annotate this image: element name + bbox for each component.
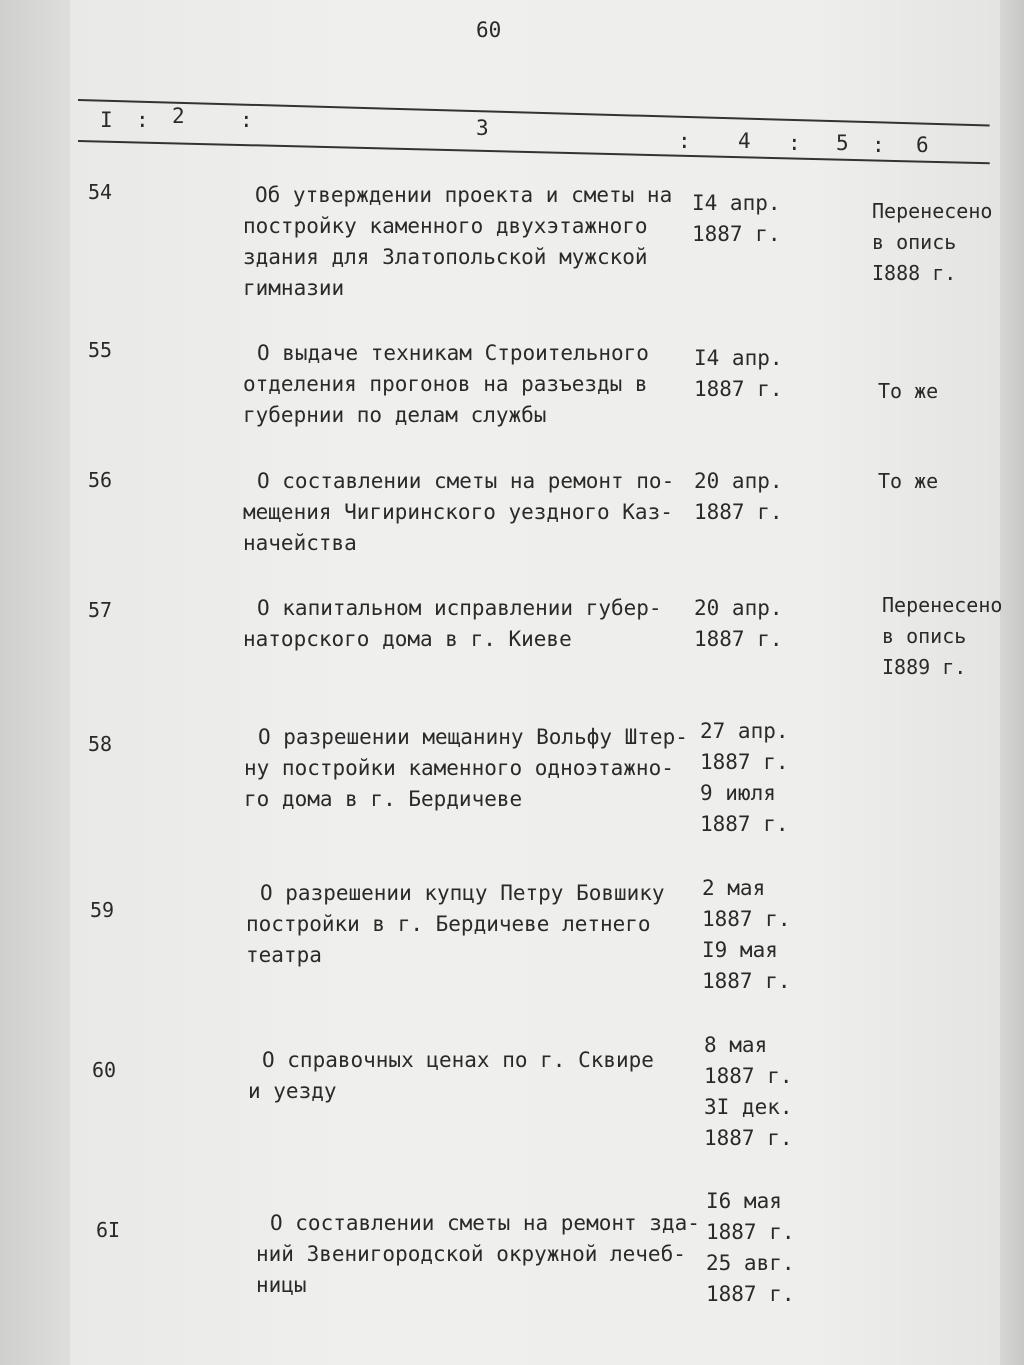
note-line: I889 г. xyxy=(882,655,967,679)
note-line: Перенесено xyxy=(882,593,1003,617)
note-line: То же xyxy=(878,469,939,493)
description-line: мещения Чигиринского уездного Каз- xyxy=(243,500,673,524)
date-line: 1887 г. xyxy=(700,812,789,836)
date-line: 25 авг. xyxy=(706,1251,795,1275)
row-description xyxy=(244,722,688,815)
date-line: 1887 г. xyxy=(700,750,789,774)
row-description xyxy=(243,338,649,431)
row-dates xyxy=(692,188,781,250)
description-line: О составлении сметы на ремонт зда- xyxy=(270,1211,700,1235)
row-dates xyxy=(702,873,791,997)
date-line: 1887 г. xyxy=(694,627,783,651)
header-col-2: 2 xyxy=(172,104,185,128)
header-sep: : xyxy=(872,133,885,157)
note-line: I888 г. xyxy=(872,261,957,285)
date-line: 1887 г. xyxy=(702,907,791,931)
page-number: 60 xyxy=(476,18,502,42)
description-line: отделения прогонов на разъезды в xyxy=(243,372,648,396)
header-col-5: 5 xyxy=(836,131,849,155)
description-line: го дома в г. Бердичеве xyxy=(244,787,523,811)
header-col-4: 4 xyxy=(738,129,751,153)
row-number: 55 xyxy=(88,338,113,362)
row-description xyxy=(243,466,674,559)
header-sep: : xyxy=(136,108,149,132)
row-note xyxy=(872,196,992,289)
note-line: Перенесено xyxy=(872,199,993,223)
description-line: наторского дома в г. Киеве xyxy=(243,627,572,651)
row-number: 6I xyxy=(96,1218,121,1242)
date-line: 27 апр. xyxy=(700,719,789,743)
date-line: 1887 г. xyxy=(692,222,781,246)
date-line: 1887 г. xyxy=(704,1064,793,1088)
row-dates xyxy=(694,466,783,528)
row-number: 58 xyxy=(88,732,113,756)
description-line: и уезду xyxy=(248,1079,337,1103)
row-description xyxy=(246,878,665,971)
row-dates xyxy=(694,593,783,655)
row-description xyxy=(243,180,672,304)
header-sep: : xyxy=(788,131,801,155)
row-note xyxy=(878,466,938,497)
header-sep: : xyxy=(678,129,691,153)
description-line: О капитальном исправлении губер- xyxy=(257,596,662,620)
note-line: То же xyxy=(878,379,939,403)
description-line: начейства xyxy=(243,531,357,555)
description-line: Об утверждении проекта и сметы на xyxy=(255,183,673,207)
row-number: 57 xyxy=(88,598,113,622)
date-line: I4 апр. xyxy=(692,191,781,215)
row-note xyxy=(882,590,1002,683)
date-line: 1887 г. xyxy=(706,1220,795,1244)
row-dates xyxy=(700,716,789,840)
description-line: постройки в г. Бердичеве летнего xyxy=(246,912,651,936)
description-line: постройку каменного двухэтажного xyxy=(243,214,648,238)
date-line: 20 апр. xyxy=(694,469,783,493)
date-line: I6 мая xyxy=(706,1189,782,1213)
header-col-1: I xyxy=(100,108,113,132)
row-dates xyxy=(694,343,783,405)
row-description xyxy=(256,1208,700,1301)
description-line: ну постройки каменного одноэтажно- xyxy=(244,756,674,780)
row-dates xyxy=(706,1186,795,1310)
row-number: 59 xyxy=(90,898,115,922)
row-note xyxy=(878,376,938,407)
date-line: 2 мая xyxy=(702,876,766,900)
row-number: 56 xyxy=(88,468,113,492)
date-line: I9 мая xyxy=(702,938,778,962)
header-col-3: 3 xyxy=(476,116,489,140)
row-number: 54 xyxy=(88,180,113,204)
description-line: О разрешении мещанину Вольфу Штер- xyxy=(258,725,688,749)
row-dates xyxy=(704,1030,793,1154)
description-line: О справочных ценах по г. Сквире xyxy=(262,1048,654,1072)
date-line: 9 июля xyxy=(700,781,776,805)
date-line: 20 апр. xyxy=(694,596,783,620)
description-line: здания для Златопольской мужской xyxy=(243,245,648,269)
date-line: 1887 г. xyxy=(706,1282,795,1306)
date-line: 1887 г. xyxy=(702,969,791,993)
date-line: 3I дек. xyxy=(704,1095,793,1119)
description-line: гимназии xyxy=(243,276,345,300)
description-line: театра xyxy=(246,943,322,967)
description-line: ний Звенигородской окружной лечеб- xyxy=(256,1242,686,1266)
row-number: 60 xyxy=(92,1058,117,1082)
date-line: 1887 г. xyxy=(694,500,783,524)
description-line: О составлении сметы на ремонт по- xyxy=(257,469,675,493)
right-page-edge xyxy=(1000,0,1024,1365)
header-sep: : xyxy=(240,108,253,132)
description-line: О выдаче техникам Строительного xyxy=(257,341,649,365)
date-line: I4 апр. xyxy=(694,346,783,370)
date-line: 1887 г. xyxy=(694,377,783,401)
row-description xyxy=(243,593,662,655)
description-line: ницы xyxy=(256,1273,307,1297)
header-col-6: 6 xyxy=(916,133,929,157)
description-line: губернии по делам службы xyxy=(243,403,547,427)
note-line: в опись xyxy=(872,230,957,254)
description-line: О разрешении купцу Петру Бовшику xyxy=(260,881,665,905)
date-line: 1887 г. xyxy=(704,1126,793,1150)
date-line: 8 мая xyxy=(704,1033,768,1057)
row-description xyxy=(248,1045,654,1107)
note-line: в опись xyxy=(882,624,967,648)
left-page-margin xyxy=(0,0,70,1365)
